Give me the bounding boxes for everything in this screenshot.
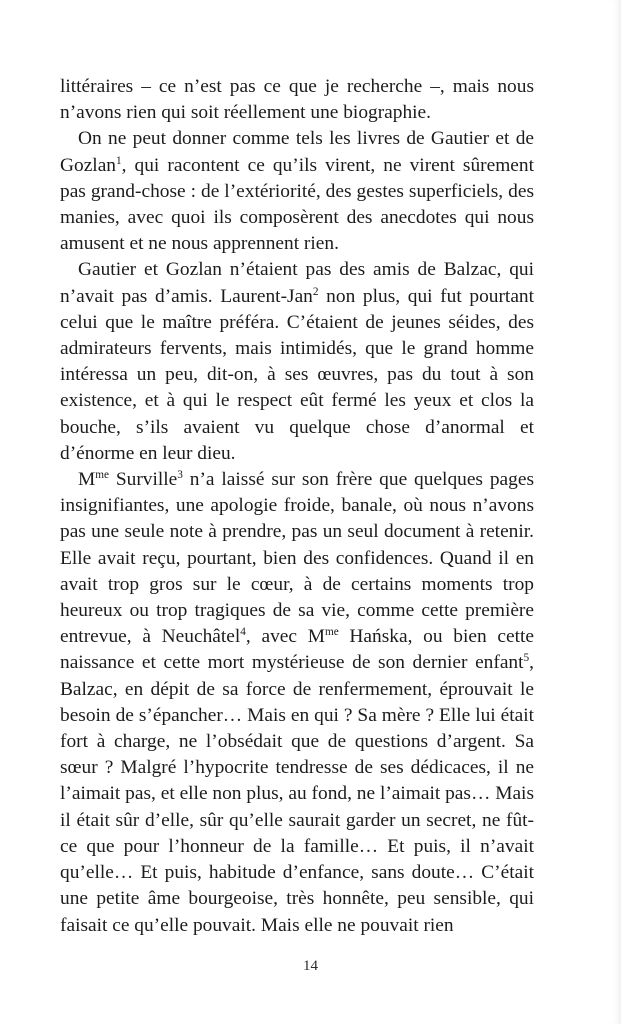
- paragraph-4-text-b: Surville: [109, 469, 178, 491]
- paragraph-4: [60, 467, 534, 939]
- paragraph-1: [60, 74, 534, 126]
- footnote-ref-4: 4: [240, 626, 246, 639]
- footnote-ref-3: 3: [177, 469, 183, 482]
- footnote-ref-1: 1: [116, 154, 122, 167]
- paragraph-1-text: littéraires – ce n’est pas ce que je recherche –, mais nous n’avons rien qui soit réellement une biographie.: [60, 76, 534, 124]
- paragraph-3-text-a: Gautier et Gozlan n’étaient pas des amis de Balzac, qui n’avait pas d’amis. Laurent-Jan: [60, 259, 534, 307]
- paragraph-3: [60, 257, 534, 467]
- paragraph-4-text-e: Hańska, ou bien cette naissance et cette mort mystérieuse de son dernier enfant: [60, 626, 534, 674]
- paragraph-3-text-b: non plus, qui fut pourtant celui que le maître préféra. C’étaient de jeunes séides, des admirateurs fervents, mais intimidés, que le grand homme intéressa un peu, dit-on, à ses œuvres, pas du tout à son existence, et à qui le respect eût fermé les yeux et clos la bouche, s’ils avaient vu quelque chose d’anormal et d’énorme en leur dieu.: [60, 285, 535, 464]
- page-number: 14: [303, 958, 318, 974]
- paragraph-2-text-a: On ne peut donner comme tels les livres de Gautier et de Gozlan: [60, 128, 534, 176]
- paragraph-2: [60, 126, 534, 257]
- title-abbrev-superscript: me: [324, 626, 339, 639]
- body-text: [60, 74, 534, 939]
- footnote-ref-5: 5: [523, 652, 530, 665]
- paragraph-2-text-b: , qui racontent ce qu’ils virent, ne virent sûrement pas grand-chose : de l’extériorité, des gestes superficiels, des manies, avec quoi ils composèrent des anecdotes qui nous amusent et ne nous apprennent rien.: [60, 154, 534, 255]
- footnote-ref-2: 2: [312, 285, 319, 298]
- title-abbrev-superscript: me: [95, 469, 109, 482]
- paragraph-4-text-a: M: [78, 469, 96, 491]
- paragraph-4-text-d: , avec M: [245, 626, 325, 648]
- paragraph-4-text-f: , Balzac, en dépit de sa force de renfermement, éprouvait le besoin de s’épancher… Mais en qui ? Sa mère ? Elle lui était fort à charge, ne l’obsédait que de questions d’argent. Sa sœur ? Malgré l’hypocrite tendresse de ses dédicaces, il ne l’aimait pas, et elle non plus, au fond, ne l’aimait pas… Mais il était sûr d’elle, sûr qu’elle saurait garder un secret, ne fût-ce que pour l’honneur de la famille… Et puis, il n’avait qu’elle… Et puis, habitude d’enfance, sans doute… C’était une petite âme bourgeoise, très honnête, peu sensible, qui faisait ce qu’elle pouvait. Mais elle ne pouvait rien: [60, 652, 534, 936]
- paragraph-4-text-c: n’a laissé sur son frère que quelques pages insignifiantes, une apologie froide, banale, où nous n’avons pas une seule note à prendre, pas un seul document à retenir. Elle avait reçu, pourtant, bien des confidences. Quand il en avait trop gros sur le cœur, à de certains moments trop heureux ou trop tragiques de sa vie, comme cette première entrevue, à Neuchâtel: [60, 469, 535, 648]
